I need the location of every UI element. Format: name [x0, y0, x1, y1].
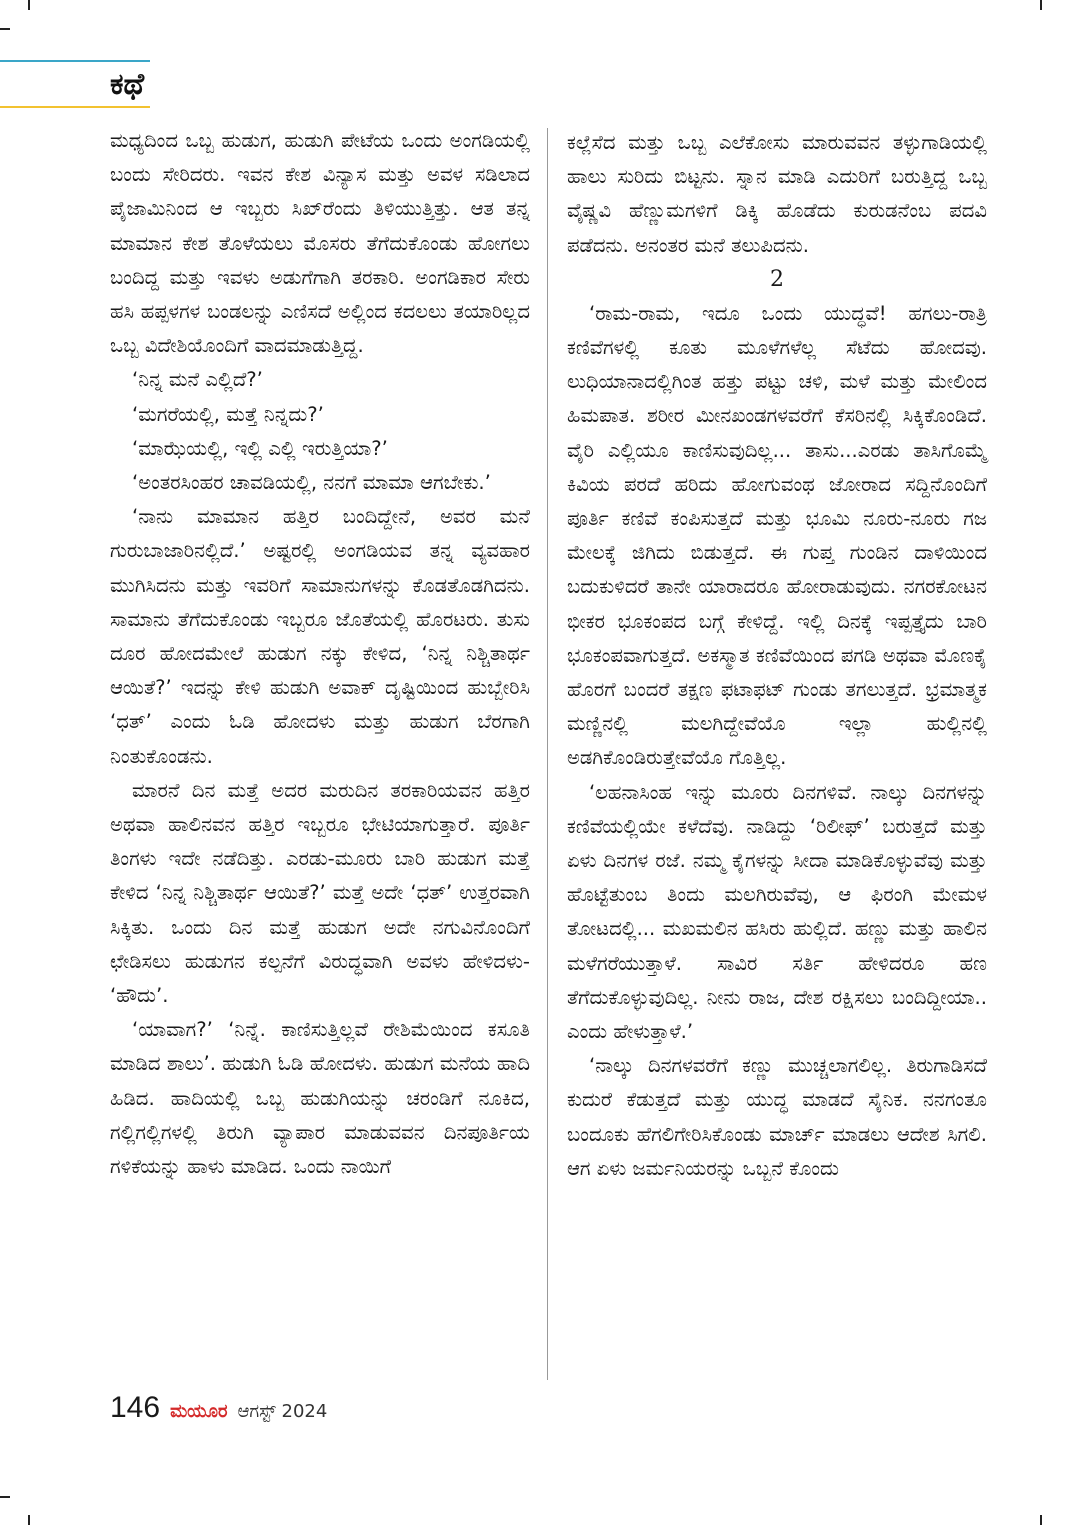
- left-column: [110, 124, 530, 1184]
- page-number: 146: [110, 1391, 161, 1424]
- right-column: [567, 126, 987, 1186]
- paragraph: ‘ಅಂತರಸಿಂಹರ ಚಾವಡಿಯಲ್ಲಿ, ನನಗೆ ಮಾಮಾ ಆಗಬೇಕು.’: [132, 471, 491, 495]
- issue-date: ಆಗಸ್ಟ್ 2024: [237, 1401, 328, 1422]
- paragraph: ಮಧ್ಯದಿಂದ ಒಬ್ಬ ಹುಡುಗ, ಹುಡುಗಿ ಪೇಟೆಯ ಒಂದು ಅಂಗಡಿಯಲ್ಲಿ ಬಂದು ಸೇರಿದರು. ಇವನ ಕೇಶ ವಿನ್ಯಾಸ ಮತ್ತು ಅವಳ ಸಡಿಲಾದ ಪೈಜಾಮಿನಿಂದ ಆ ಇಬ್ಬರು ಸಿಖ್‌ರೆಂದು ತಿಳಿಯುತ್ತಿತ್ತು. ಆತ ತನ್ನ ಮಾಮಾನ ಕೇಶ ತೊಳೆಯಲು ಮೊಸರು ತೆಗೆದುಕೊಂಡು ಹೋಗಲು ಬಂದಿದ್ದ ಮತ್ತು ಇವಳು ಅಡುಗೆಗಾಗಿ ತರಕಾರಿ. ಅಂಗಡಿಕಾರ ಸೇರು ಹಸಿ ಹಪ್ಪಳಗಳ ಬಂಡಲನ್ನು ಎಣಿಸದೆ ಅಲ್ಲಿಂದ ಕದಲಲು ತಯಾರಿಲ್ಲದ ಒಬ್ಬ ವಿದೇಶಿಯೊಂದಿಗೆ ವಾದಮಾಡುತ್ತಿದ್ದ.: [110, 129, 530, 358]
- paragraph: ‘ನಾನು ಮಾಮಾನ ಹತ್ತಿರ ಬಂದಿದ್ದೇನೆ, ಅವರ ಮನೆ ಗುರುಬಾಜಾರಿನಲ್ಲಿದೆ.’ ಅಷ್ಟರಲ್ಲಿ ಅಂಗಡಿಯವ ತನ್ನ ವ್ಯವಹಾರ ಮುಗಿಸಿದನು ಮತ್ತು ಇವರಿಗೆ ಸಾಮಾನುಗಳನ್ನು ಕೊಡತೊಡಗಿದನು. ಸಾಮಾನು ತೆಗೆದುಕೊಂಡು ಇಬ್ಬರೂ ಜೊತೆಯಲ್ಲಿ ಹೊರಟರು. ತುಸು ದೂರ ಹೋದಮೇಲೆ ಹುಡುಗ ನಕ್ಕು ಕೇಳಿದ, ‘ನಿನ್ನ ನಿಶ್ಚಿತಾರ್ಥ ಆಯಿತೆ?’ ಇದನ್ನು ಕೇಳಿ ಹುಡುಗಿ ಅವಾಕ್ ದೃಷ್ಟಿಯಿಂದ ಹುಬ್ಬೇರಿಸಿ ‘ಧತ್’ ಎಂದು ಓಡಿ ಹೋದಳು ಮತ್ತು ಹುಡುಗ ಬೆರಗಾಗಿ ನಿಂತುಕೊಂಡನು.: [110, 505, 530, 768]
- crop-mark-bottom-left: [28, 1515, 30, 1525]
- paragraph: ‘ಯಾವಾಗ?’ ‘ನಿನ್ನೆ. ಕಾಣಿಸುತ್ತಿಲ್ಲವೆ ರೇಶಿಮೆಯಿಂದ ಕಸೂತಿ ಮಾಡಿದ ಶಾಲು’. ಹುಡುಗಿ ಓಡಿ ಹೋದಳು. ಹುಡುಗ ಮನೆಯ ಹಾದಿ ಹಿಡಿದ. ಹಾದಿಯಲ್ಲಿ ಒಬ್ಬ ಹುಡುಗಿಯನ್ನು ಚರಂಡಿಗೆ ನೂಕಿದ, ಗಲ್ಲಿಗಲ್ಲಿಗಳಲ್ಲಿ ತಿರುಗಿ ವ್ಯಾಪಾರ ಮಾಡುವವನ ದಿನಪೂರ್ತಿಯ ಗಳಿಕೆಯನ್ನು ಹಾಳು ಮಾಡಿದ. ಒಂದು ನಾಯಿಗೆ: [110, 1018, 530, 1179]
- paragraph: ಕಲ್ಲೆಸೆದ ಮತ್ತು ಒಬ್ಬ ಎಲೆಕೋಸು ಮಾರುವವನ ತಳ್ಳುಗಾಡಿಯಲ್ಲಿ ಹಾಲು ಸುರಿದು ಬಿಟ್ಟನು. ಸ್ನಾನ ಮಾಡಿ ಎದುರಿಗೆ ಬರುತ್ತಿದ್ದ ಒಬ್ಬ ವೈಷ್ಣವಿ ಹೆಣ್ಣುಮಗಳಿಗೆ ಡಿಕ್ಕಿ ಹೊಡೆದು ಕುರುಡನೆಂಬ ಪದವಿ ಪಡೆದನು. ಅನಂತರ ಮನೆ ತಲುಪಿದನು.: [567, 131, 987, 257]
- paragraph: ‘ಮಗರೆಯಲ್ಲಿ, ಮತ್ತೆ ನಿನ್ನದು?’: [132, 402, 324, 426]
- page-footer: [110, 1391, 327, 1431]
- paragraph: ‘ರಾಮ-ರಾಮ, ಇದೂ ಒಂದು ಯುದ್ಧವೆ! ಹಗಲು-ರಾತ್ರಿ ಕಣಿವೆಗಳಲ್ಲಿ ಕೂತು ಮೂಳೆಗಳೆಲ್ಲ ಸೆಟೆದು ಹೋದವು. ಲುಧಿಯಾನಾದಲ್ಲಿಗಿಂತ ಹತ್ತು ಪಟ್ಟು ಚಳಿ, ಮಳೆ ಮತ್ತು ಮೇಲಿಂದ ಹಿಮಪಾತ. ಶರೀರ ಮೀನಖಂಡಗಳವರೆಗೆ ಕೆಸರಿನಲ್ಲಿ ಸಿಕ್ಕಿಕೊಂಡಿದೆ. ವೈರಿ ಎಲ್ಲಿಯೂ ಕಾಣಿಸುವುದಿಲ್ಲ... ತಾಸು...ಎರಡು ತಾಸಿಗೊಮ್ಮೆ ಕಿವಿಯ ಪರದೆ ಹರಿದು ಹೋಗುವಂಥ ಜೋರಾದ ಸದ್ದಿನೊಂದಿಗೆ ಪೂರ್ತಿ ಕಣಿವೆ ಕಂಪಿಸುತ್ತದೆ ಮತ್ತು ಭೂಮಿ ನೂರು-ನೂರು ಗಜ ಮೇಲಕ್ಕೆ ಜಿಗಿದು ಬಿಡುತ್ತದೆ. ಈ ಗುಪ್ತ ಗುಂಡಿನ ದಾಳಿಯಿಂದ ಬದುಕುಳಿದರೆ ತಾನೇ ಯಾರಾದರೂ ಹೋರಾಡುವುದು. ನಗರಕೋಟನ ಭೀಕರ ಭೂಕಂಪದ ಬಗ್ಗೆ ಕೇಳಿದ್ದೆ. ಇಲ್ಲಿ ದಿನಕ್ಕೆ ಇಪ್ಪತ್ತೈದು ಬಾರಿ ಭೂಕಂಪವಾಗುತ್ತದೆ. ಅಕಸ್ಮಾತ ಕಣಿವೆಯಿಂದ ಪಗಡಿ ಅಥವಾ ಮೊಣಕೈ ಹೊರಗೆ ಬಂದರೆ ತಕ್ಷಣ ಫಟಾಫಟ್ ಗುಂಡು ತಗಲುತ್ತದೆ. ಭ್ರಮಾತ್ಮಕ ಮಣ್ಣಿನಲ್ಲಿ ಮಲಗಿದ್ದೇವೆಯೊ ಇಲ್ಲಾ ಹುಲ್ಲಿನಲ್ಲಿ ಅಡಗಿಕೊಂಡಿರುತ್ತೇವೆಯೊ ಗೊತ್ತಿಲ್ಲ.: [567, 301, 987, 770]
- paragraph: ‘ಲಹನಾಸಿಂಹ ಇನ್ನು ಮೂರು ದಿನಗಳಿವೆ. ನಾಲ್ಕು ದಿನಗಳನ್ನು ಕಣಿವೆಯಲ್ಲಿಯೇ ಕಳೆದೆವು. ನಾಡಿದ್ದು ‘ರಿಲೀಫ್’ ಬರುತ್ತದೆ ಮತ್ತು ಏಳು ದಿನಗಳ ರಜೆ. ನಮ್ಮ ಕೈಗಳನ್ನು ಸೀದಾ ಮಾಡಿಕೊಳ್ಳುವೆವು ಮತ್ತು ಹೊಟ್ಟೆತುಂಬ ತಿಂದು ಮಲಗಿರುವೆವು, ಆ ಫಿರಂಗಿ ಮೇಮಳ ತೋಟದಲ್ಲಿ... ಮಖಮಲಿನ ಹಸಿರು ಹುಲ್ಲಿದೆ. ಹಣ್ಣು ಮತ್ತು ಹಾಲಿನ ಮಳೆಗರೆಯುತ್ತಾಳೆ. ಸಾವಿರ ಸರ್ತಿ ಹೇಳಿದರೂ ಹಣ ತೆಗೆದುಕೊಳ್ಳುವುದಿಲ್ಲ. ನೀನು ರಾಜ, ದೇಶ ರಕ್ಷಿಸಲು ಬಂದಿದ್ದೀಯಾ.. ಎಂದು ಹೇಳುತ್ತಾಳೆ.’: [567, 780, 987, 1044]
- paragraph: ‘ಮಾಝೆಯಲ್ಲಿ, ಇಲ್ಲಿ ಎಲ್ಲಿ ಇರುತ್ತಿಯಾ?’: [132, 436, 388, 460]
- paragraph: ‘ನಿನ್ನ ಮನೆ ಎಲ್ಲಿದೆ?’: [132, 368, 263, 392]
- crop-mark-left-lower: [0, 1496, 10, 1498]
- paragraph: ‘ನಾಲ್ಕು ದಿನಗಳವರೆಗೆ ಕಣ್ಣು ಮುಚ್ಚಲಾಗಲಿಲ್ಲ. ತಿರುಗಾಡಿಸದೆ ಕುದುರೆ ಕೆಡುತ್ತದೆ ಮತ್ತು ಯುದ್ಧ ಮಾಡದೆ ಸೈನಿಕ. ನನಗಂತೂ ಬಂದೂಕು ಹೆಗಲಿಗೇರಿಸಿಕೊಂಡು ಮಾರ್ಚ್ ಮಾಡಲು ಆದೇಶ ಸಿಗಲಿ. ಆಗ ಏಳು ಜರ್ಮನಿಯರನ್ನು ಒಬ್ಬನೆ ಕೊಂದು: [567, 1054, 987, 1180]
- section-number: 2: [770, 266, 784, 292]
- crop-mark-bottom-right: [1040, 1515, 1042, 1525]
- section-title: ಕಥೆ: [110, 67, 145, 102]
- crop-mark-left-upper: [0, 28, 10, 30]
- crop-mark-top-left: [28, 0, 30, 10]
- header-accent-line-yellow: [0, 106, 150, 108]
- column-divider: [547, 128, 548, 1380]
- crop-mark-top-right: [1040, 0, 1042, 10]
- paragraph: ಮಾರನೆ ದಿನ ಮತ್ತೆ ಅದರ ಮರುದಿನ ತರಕಾರಿಯವನ ಹತ್ತಿರ ಅಥವಾ ಹಾಲಿನವನ ಹತ್ತಿರ ಇಬ್ಬರೂ ಭೇಟಿಯಾಗುತ್ತಾರೆ. ಪೂರ್ತಿ ತಿಂಗಳು ಇದೇ ನಡೆದಿತ್ತು. ಎರಡು-ಮೂರು ಬಾರಿ ಹುಡುಗ ಮತ್ತೆ ಕೇಳಿದ ‘ನಿನ್ನ ನಿಶ್ಚಿತಾರ್ಥ ಆಯಿತೆ?’ ಮತ್ತೆ ಅದೇ ‘ಧತ್’ ಉತ್ತರವಾಗಿ ಸಿಕ್ಕಿತು. ಒಂದು ದಿನ ಮತ್ತೆ ಹುಡುಗ ಅದೇ ನಗುವಿನೊಂದಿಗೆ ಛೇಡಿಸಲು ಹುಡುಗನ ಕಲ್ಪನೆಗೆ ವಿರುದ್ಧವಾಗಿ ಅವಳು ಹೇಳಿದಳು- ‘ಹೌದು’.: [110, 778, 530, 1008]
- header-accent-line-blue: [0, 60, 150, 62]
- magazine-logo: ಮಯೂರ: [170, 1401, 228, 1422]
